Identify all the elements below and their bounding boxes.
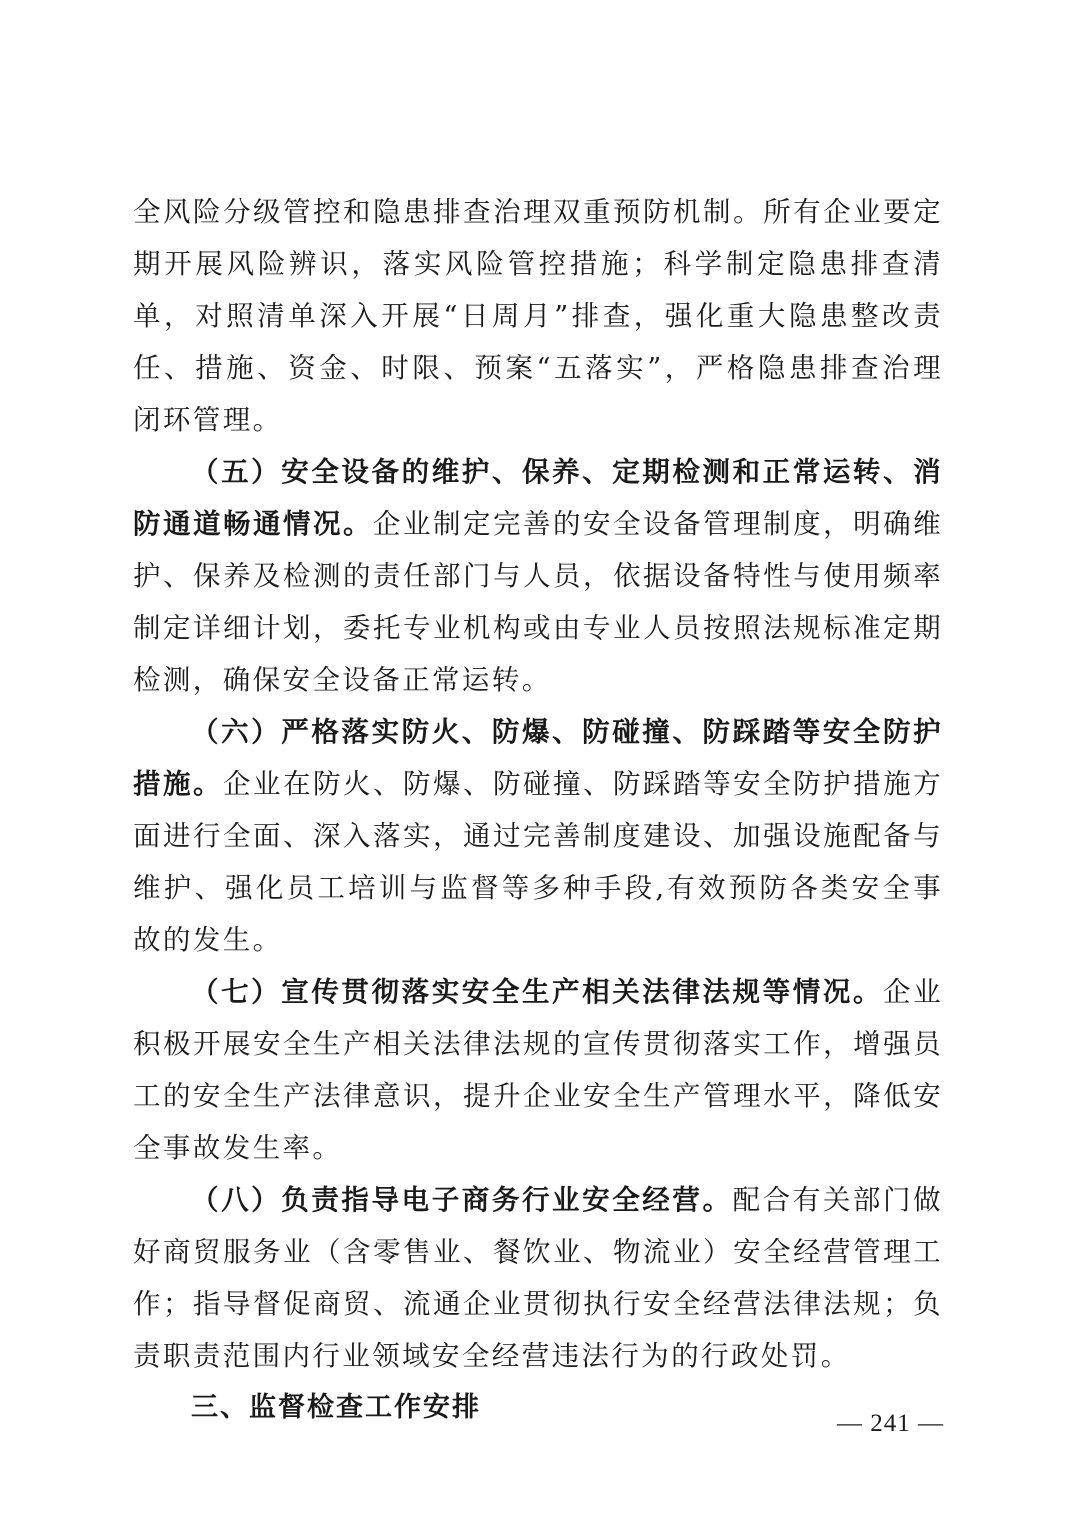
paragraph-text: 全风险分级管控和隐患排查治理双重预防机制。所有企业要定期开展风险辨识，落实风险管控措施；科学制定隐患排查清单，对照清单深入开展“日周月”排查，强化重大隐患整改责任、措施、资金、时限、预案“五落实”，严格隐患排查治理闭环管理。: [133, 196, 943, 436]
paragraph-item-eight: [133, 1174, 943, 1382]
paragraph-item-six: [133, 706, 943, 966]
section-heading: 三、监督检查工作安排: [191, 1392, 481, 1423]
paragraph-lead-heading: （七）宣传贯彻落实安全生产相关法律法规等情况。: [191, 976, 883, 1008]
paragraph-lead-heading: （五）安全设备的维护、保养、定期检测和正常运转、消防通道畅通情况。: [133, 456, 943, 540]
paragraph-text: 企业制定完善的安全设备管理制度，明确维护、保养及检测的责任部门与人员，依据设备特性与使用频率制定详细计划，委托专业机构或由专业人员按照法规标准定期检测，确保安全设备正常运转。: [133, 508, 943, 696]
paragraph-item-five: [133, 446, 943, 706]
document-body: [133, 186, 943, 1434]
paragraph-text: 企业积极开展安全生产相关法律法规的宣传贯彻落实工作，增强员工的安全生产法律意识，提升企业安全生产管理水平，降低安全事故发生率。: [133, 976, 943, 1164]
paragraph-lead-heading: （六）严格落实防火、防爆、防碰撞、防踩踏等安全防护措施。: [133, 716, 943, 800]
paragraph-continuation: [133, 186, 943, 446]
paragraph-item-seven: [133, 966, 943, 1174]
paragraph-lead-heading: （八）负责指导电子商务行业安全经营。: [191, 1184, 733, 1216]
paragraph-text: 配合有关部门做好商贸服务业（含零售业、餐饮业、物流业）安全经营管理工作；指导督促商贸、流通企业贯彻执行安全经营法律法规；负责职责范围内行业领域安全经营违法行为的行政处罚。: [133, 1184, 943, 1372]
paragraph-text: 企业在防火、防爆、防碰撞、防踩踏等安全防护措施方面进行全面、深入落实，通过完善制度建设、加强设施配备与维护、强化员工培训与监督等多种手段,有效预防各类安全事故的发生。: [133, 768, 943, 956]
page-number: — 241 —: [837, 1410, 944, 1437]
